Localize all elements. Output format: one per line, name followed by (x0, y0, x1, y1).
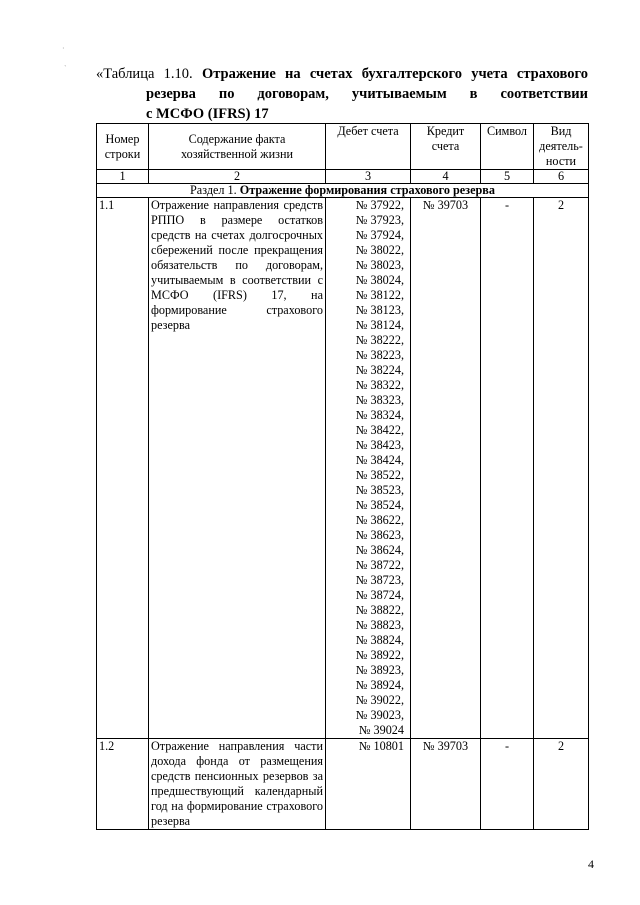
debit-account: № 38322, (355, 378, 404, 392)
debit-account: № 38122, (355, 288, 404, 302)
debit-account: № 38424, (355, 453, 404, 467)
debit-account: № 38724, (355, 588, 404, 602)
caption-bold-line1: Отражение на счетах бухгалтерского учета страхового (201, 66, 589, 82)
caption-bold-line2: резерва по договорам, учитываемым в соответствии (146, 86, 588, 102)
header-debit: Дебет счета (326, 124, 411, 170)
column-number: 6 (534, 170, 589, 184)
debit-account: № 38023, (355, 258, 404, 272)
debit-account: № 38823, (355, 618, 404, 632)
debit-account: № 38324, (355, 408, 404, 422)
debit-account: № 38024, (355, 273, 404, 287)
row-content: Отражение направления части дохода фонда от размещения средств пенсионных резервов за предшествующий календарный год на формирование страхового резерва (149, 739, 326, 830)
column-number: 4 (411, 170, 481, 184)
header-row (97, 124, 589, 170)
debit-account: № 38722, (355, 558, 404, 572)
header-credit: Кредит счета (411, 124, 481, 170)
row-content: Отражение направления средств РППО в размере остатков средств на счетах долгосрочных сбережений после прекращения обязательств по договорам, учитываемым в соответствии с МСФО (IFRS) 17, на формирование страхового резерва (149, 198, 326, 739)
row-credit: № 39703 (411, 739, 481, 830)
debit-account: № 38323, (355, 393, 404, 407)
debit-account: № 38222, (355, 333, 404, 347)
debit-account: № 38022, (355, 243, 404, 257)
column-number: 3 (326, 170, 411, 184)
page-number: 4 (588, 857, 594, 871)
header-symbol: Символ (481, 124, 534, 170)
section-row (97, 184, 589, 198)
debit-account: № 38622, (355, 513, 404, 527)
debit-account: № 38723, (355, 573, 404, 587)
debit-account: № 37924, (355, 228, 404, 242)
debit-account: № 38224, (355, 363, 404, 377)
debit-account: № 38524, (355, 498, 404, 512)
debit-account: № 39024 (358, 723, 404, 737)
debit-account: № 37923, (355, 213, 404, 227)
caption-bold-line3: с МСФО (IFRS) 17 (146, 106, 269, 122)
accounting-table (96, 123, 589, 830)
debit-account: № 38924, (355, 678, 404, 692)
debit-account: № 38824, (355, 633, 404, 647)
debit-account: № 37922, (355, 198, 404, 212)
table-row (97, 198, 589, 739)
debit-account: № 38223, (355, 348, 404, 362)
scan-dots: · ` (62, 44, 67, 73)
row-activity: 2 (534, 198, 589, 739)
row-symbol: - (481, 198, 534, 739)
debit-account: № 38123, (355, 303, 404, 317)
debit-account: № 38522, (355, 468, 404, 482)
header-content: Содержание факта хозяйственной жизни (149, 124, 326, 170)
row-number: 1.2 (97, 739, 149, 830)
caption-prefix: «Таблица 1.10. (96, 66, 193, 82)
table-caption (96, 64, 588, 124)
debit-account: № 39023, (355, 708, 404, 722)
row-debit (326, 198, 411, 739)
table-row (97, 739, 589, 830)
row-debit (326, 739, 411, 830)
debit-account: № 38124, (355, 318, 404, 332)
row-activity: 2 (534, 739, 589, 830)
debit-account: № 38422, (355, 423, 404, 437)
debit-account: № 38523, (355, 483, 404, 497)
header-activity: Вид деятель-ности (534, 124, 589, 170)
debit-account: № 38624, (355, 543, 404, 557)
column-number: 1 (97, 170, 149, 184)
section-prefix: Раздел 1. (190, 183, 237, 197)
debit-account: № 38623, (355, 528, 404, 542)
debit-account: № 39022, (355, 693, 404, 707)
column-number-row (97, 170, 589, 184)
debit-account: № 38922, (355, 648, 404, 662)
debit-account: № 38923, (355, 663, 404, 677)
column-number: 5 (481, 170, 534, 184)
row-credit: № 39703 (411, 198, 481, 739)
debit-account: № 10801 (358, 739, 404, 753)
row-symbol: - (481, 739, 534, 830)
row-number: 1.1 (97, 198, 149, 739)
section-title: Отражение формирования страхового резерва (239, 183, 495, 197)
column-number: 2 (149, 170, 326, 184)
section-heading (97, 184, 589, 198)
debit-account: № 38423, (355, 438, 404, 452)
header-row-number: Номер строки (97, 124, 149, 170)
debit-account: № 38822, (355, 603, 404, 617)
